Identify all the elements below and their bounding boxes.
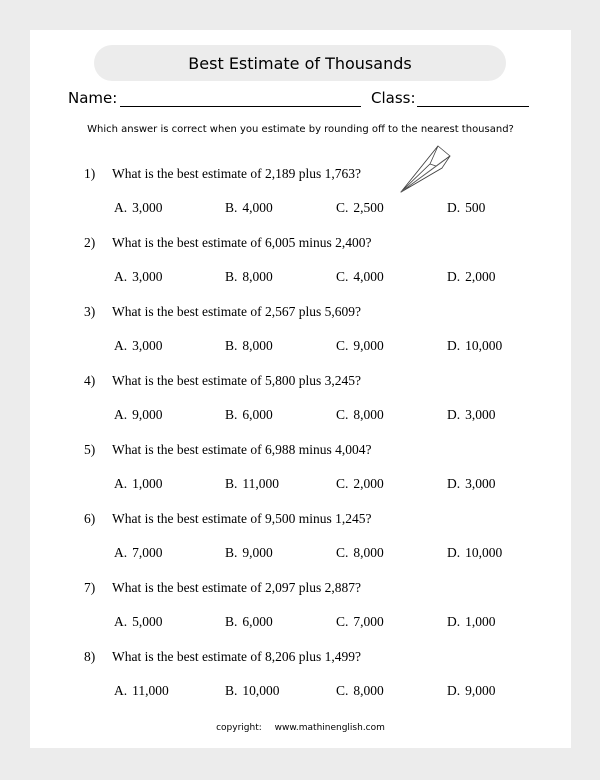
answer-option-d[interactable] bbox=[447, 545, 502, 561]
option-letter: B. bbox=[225, 545, 238, 560]
option-letter: A. bbox=[114, 338, 128, 353]
option-letter: C. bbox=[336, 338, 349, 353]
answer-option-a[interactable] bbox=[114, 269, 163, 285]
answer-option-a[interactable] bbox=[114, 545, 163, 561]
copyright-url: www.mathinenglish.com bbox=[274, 723, 385, 733]
question-text: What is the best estimate of 6,005 minus 2,400? bbox=[112, 235, 372, 250]
option-value: 3,000 bbox=[132, 200, 163, 215]
answer-option-c[interactable] bbox=[336, 545, 384, 561]
instructions: Which answer is correct when you estimate by rounding off to the nearest thousand? bbox=[87, 124, 514, 135]
option-letter: C. bbox=[336, 476, 349, 491]
option-letter: D. bbox=[447, 200, 461, 215]
option-letter: A. bbox=[114, 200, 128, 215]
option-value: 8,000 bbox=[353, 545, 384, 560]
question-text: What is the best estimate of 5,800 plus 3,245? bbox=[112, 373, 361, 388]
answer-option-d[interactable] bbox=[447, 407, 496, 423]
copyright-footer bbox=[30, 723, 571, 733]
option-letter: D. bbox=[447, 269, 461, 284]
option-value: 11,000 bbox=[242, 476, 280, 491]
option-value: 9,000 bbox=[132, 407, 163, 422]
question-7 bbox=[84, 580, 524, 600]
option-value: 9,000 bbox=[353, 338, 384, 353]
question-text: What is the best estimate of 8,206 plus 1,499? bbox=[112, 649, 361, 664]
worksheet-title-banner bbox=[94, 45, 506, 81]
option-value: 3,000 bbox=[465, 476, 496, 491]
answer-options-6 bbox=[114, 545, 534, 565]
option-value: 2,000 bbox=[353, 476, 384, 491]
question-4 bbox=[84, 373, 524, 393]
option-value: 9,000 bbox=[465, 683, 496, 698]
option-letter: A. bbox=[114, 545, 128, 560]
option-value: 8,000 bbox=[242, 338, 273, 353]
option-letter: B. bbox=[225, 614, 238, 629]
option-letter: A. bbox=[114, 683, 128, 698]
answer-option-c[interactable] bbox=[336, 338, 384, 354]
class-blank-line bbox=[417, 106, 529, 107]
option-letter: C. bbox=[336, 545, 349, 560]
option-letter: D. bbox=[447, 407, 461, 422]
option-value: 8,000 bbox=[242, 269, 273, 284]
option-letter: A. bbox=[114, 476, 128, 491]
worksheet bbox=[30, 30, 571, 748]
option-letter: A. bbox=[114, 614, 128, 629]
name-blank-line bbox=[120, 106, 361, 107]
option-value: 4,000 bbox=[242, 200, 273, 215]
question-text: What is the best estimate of 2,567 plus 5,609? bbox=[112, 304, 361, 319]
option-letter: C. bbox=[336, 200, 349, 215]
answer-option-d[interactable] bbox=[447, 614, 496, 630]
answer-option-d[interactable] bbox=[447, 683, 496, 699]
option-value: 1,000 bbox=[132, 476, 163, 491]
answer-options-2 bbox=[114, 269, 534, 289]
question-number: 4) bbox=[84, 373, 96, 388]
question-number: 3) bbox=[84, 304, 96, 319]
answer-option-d[interactable] bbox=[447, 476, 496, 492]
option-value: 2,500 bbox=[353, 200, 384, 215]
option-value: 9,000 bbox=[242, 545, 273, 560]
answer-option-a[interactable] bbox=[114, 200, 163, 216]
answer-option-c[interactable] bbox=[336, 683, 384, 699]
question-number: 7) bbox=[84, 580, 96, 595]
question-number: 5) bbox=[84, 442, 96, 457]
answer-option-b[interactable] bbox=[225, 338, 273, 354]
option-value: 1,000 bbox=[465, 614, 496, 629]
option-letter: A. bbox=[114, 269, 128, 284]
answer-options-8 bbox=[114, 683, 534, 703]
option-value: 6,000 bbox=[242, 614, 273, 629]
answer-option-b[interactable] bbox=[225, 476, 279, 492]
option-letter: A. bbox=[114, 407, 128, 422]
answer-option-d[interactable] bbox=[447, 269, 496, 285]
question-5 bbox=[84, 442, 524, 462]
answer-option-a[interactable] bbox=[114, 683, 169, 699]
option-letter: B. bbox=[225, 683, 238, 698]
option-value: 8,000 bbox=[353, 683, 384, 698]
question-text: What is the best estimate of 2,097 plus 2,887? bbox=[112, 580, 361, 595]
option-letter: B. bbox=[225, 269, 238, 284]
option-letter: D. bbox=[447, 338, 461, 353]
answer-option-c[interactable] bbox=[336, 269, 384, 285]
copyright-label: copyright: bbox=[216, 723, 262, 733]
option-letter: D. bbox=[447, 476, 461, 491]
answer-option-c[interactable] bbox=[336, 476, 384, 492]
option-letter: B. bbox=[225, 200, 238, 215]
option-value: 7,000 bbox=[132, 545, 163, 560]
question-number: 8) bbox=[84, 649, 96, 664]
answer-option-d[interactable] bbox=[447, 338, 502, 354]
option-letter: C. bbox=[336, 683, 349, 698]
option-letter: C. bbox=[336, 269, 349, 284]
question-3 bbox=[84, 304, 524, 324]
option-letter: B. bbox=[225, 338, 238, 353]
option-value: 10,000 bbox=[242, 683, 280, 698]
option-letter: D. bbox=[447, 683, 461, 698]
question-number: 6) bbox=[84, 511, 96, 526]
answer-option-a[interactable] bbox=[114, 407, 163, 423]
student-info-row bbox=[68, 87, 538, 111]
answer-option-d[interactable] bbox=[447, 200, 485, 216]
answer-option-b[interactable] bbox=[225, 683, 280, 699]
answer-option-a[interactable] bbox=[114, 614, 163, 630]
answer-options-1 bbox=[114, 200, 534, 220]
option-value: 4,000 bbox=[353, 269, 384, 284]
answer-option-c[interactable] bbox=[336, 407, 384, 423]
question-text: What is the best estimate of 9,500 minus 1,245? bbox=[112, 511, 372, 526]
answer-options-3 bbox=[114, 338, 534, 358]
option-value: 3,000 bbox=[132, 269, 163, 284]
question-2 bbox=[84, 235, 524, 255]
option-letter: B. bbox=[225, 476, 238, 491]
option-value: 500 bbox=[465, 200, 486, 215]
option-value: 2,000 bbox=[465, 269, 496, 284]
answer-option-a[interactable] bbox=[114, 338, 163, 354]
question-6 bbox=[84, 511, 524, 531]
question-text: What is the best estimate of 6,988 minus 4,004? bbox=[112, 442, 372, 457]
name-label: Name: bbox=[68, 89, 118, 107]
question-8 bbox=[84, 649, 524, 669]
question-1 bbox=[84, 166, 524, 186]
option-letter: C. bbox=[336, 407, 349, 422]
answer-option-a[interactable] bbox=[114, 476, 163, 492]
answer-option-c[interactable] bbox=[336, 200, 384, 216]
answer-option-b[interactable] bbox=[225, 200, 273, 216]
option-value: 3,000 bbox=[132, 338, 163, 353]
question-number: 1) bbox=[84, 166, 96, 181]
answer-option-b[interactable] bbox=[225, 407, 273, 423]
option-letter: B. bbox=[225, 407, 238, 422]
question-text: What is the best estimate of 2,189 plus 1,763? bbox=[112, 166, 361, 181]
answer-options-4 bbox=[114, 407, 534, 427]
option-letter: C. bbox=[336, 614, 349, 629]
answer-options-5 bbox=[114, 476, 534, 496]
class-label: Class: bbox=[371, 89, 416, 107]
option-value: 6,000 bbox=[242, 407, 273, 422]
option-letter: D. bbox=[447, 614, 461, 629]
option-value: 5,000 bbox=[132, 614, 163, 629]
option-value: 8,000 bbox=[353, 407, 384, 422]
answer-option-b[interactable] bbox=[225, 614, 273, 630]
question-number: 2) bbox=[84, 235, 96, 250]
option-value: 10,000 bbox=[465, 545, 503, 560]
answer-option-c[interactable] bbox=[336, 614, 384, 630]
option-value: 7,000 bbox=[353, 614, 384, 629]
worksheet-title: Best Estimate of Thousands bbox=[188, 53, 412, 73]
option-value: 3,000 bbox=[465, 407, 496, 422]
answer-options-7 bbox=[114, 614, 534, 634]
option-value: 10,000 bbox=[465, 338, 503, 353]
answer-option-b[interactable] bbox=[225, 269, 273, 285]
option-letter: D. bbox=[447, 545, 461, 560]
option-value: 11,000 bbox=[132, 683, 169, 698]
answer-option-b[interactable] bbox=[225, 545, 273, 561]
